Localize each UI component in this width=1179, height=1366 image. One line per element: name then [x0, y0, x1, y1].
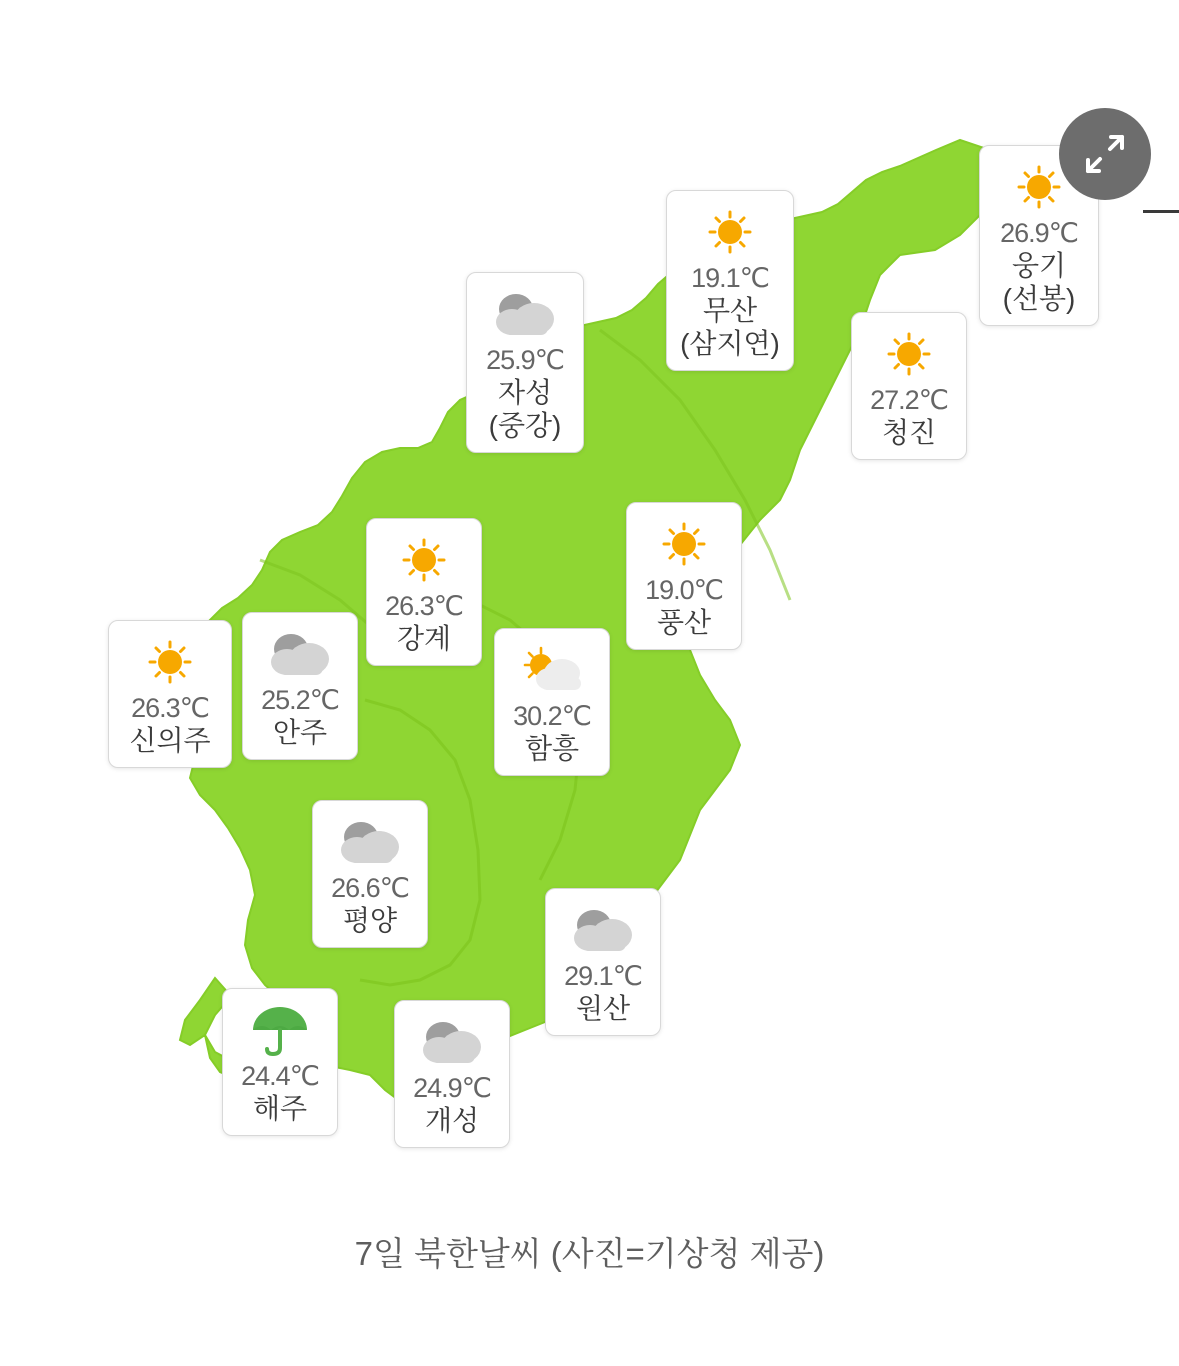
- station-card-jaseong[interactable]: [466, 272, 584, 453]
- station-name: 강계: [396, 623, 452, 655]
- sun-icon: [387, 531, 461, 589]
- station-card-gaeseong[interactable]: [394, 1000, 510, 1148]
- station-card-anju[interactable]: [242, 612, 358, 760]
- sun-icon: [133, 633, 207, 691]
- station-name: 웅기: [1011, 250, 1067, 282]
- cloud-icon: [415, 1013, 489, 1071]
- station-card-haeju[interactable]: [222, 988, 338, 1136]
- partly-cloudy-icon: [515, 641, 589, 699]
- station-temp: 25.2℃: [261, 685, 339, 715]
- station-name: 무산: [702, 295, 758, 327]
- station-temp: 19.0℃: [645, 575, 723, 605]
- station-card-musan[interactable]: [666, 190, 794, 371]
- station-name: 풍산: [656, 607, 712, 639]
- expand-diagonal-icon: [1077, 126, 1133, 182]
- station-temp: 26.9℃: [1000, 218, 1078, 248]
- station-temp: 27.2℃: [870, 385, 948, 415]
- station-temp: 26.3℃: [385, 591, 463, 621]
- station-card-pungsan[interactable]: [626, 502, 742, 650]
- station-card-chongjin[interactable]: [851, 312, 967, 460]
- station-temp: 24.4℃: [241, 1061, 319, 1091]
- station-temp: 19.1℃: [691, 263, 769, 293]
- expand-button[interactable]: [1059, 108, 1151, 200]
- station-temp: 29.1℃: [564, 961, 642, 991]
- cloud-icon: [566, 901, 640, 959]
- cloud-icon: [488, 285, 562, 343]
- station-name: 함흥: [524, 733, 580, 765]
- station-card-pyongyang[interactable]: [312, 800, 428, 948]
- station-name: 개성: [424, 1105, 480, 1137]
- station-temp: 30.2℃: [513, 701, 591, 731]
- cloud-icon: [263, 625, 337, 683]
- station-name: 해주: [252, 1093, 308, 1125]
- sun-icon: [872, 325, 946, 383]
- station-card-ganggye[interactable]: [366, 518, 482, 666]
- station-temp: 26.6℃: [331, 873, 409, 903]
- station-name: 신의주: [129, 725, 211, 757]
- station-name: 평양: [342, 905, 398, 937]
- station-name-alt: (삼지연): [680, 328, 780, 360]
- station-name: 청진: [881, 417, 937, 449]
- station-card-wonsan[interactable]: [545, 888, 661, 1036]
- station-temp: 24.9℃: [413, 1073, 491, 1103]
- station-temp: 26.3℃: [131, 693, 209, 723]
- sun-icon: [647, 515, 721, 573]
- station-name: 안주: [272, 717, 328, 749]
- station-name: 원산: [575, 993, 631, 1025]
- station-name-alt: (선봉): [1002, 283, 1076, 315]
- station-name: 자성: [497, 377, 553, 409]
- station-card-sinuiju[interactable]: [108, 620, 232, 768]
- image-caption: 7일 북한날씨 (사진=기상청 제공): [354, 1235, 825, 1272]
- station-name-alt: (중강): [488, 410, 562, 442]
- station-card-hamheung[interactable]: [494, 628, 610, 776]
- edge-divider: [1143, 210, 1179, 213]
- station-temp: 25.9℃: [486, 345, 564, 375]
- cloud-icon: [333, 813, 407, 871]
- umbrella-icon: [243, 1001, 317, 1059]
- sun-icon: [693, 203, 767, 261]
